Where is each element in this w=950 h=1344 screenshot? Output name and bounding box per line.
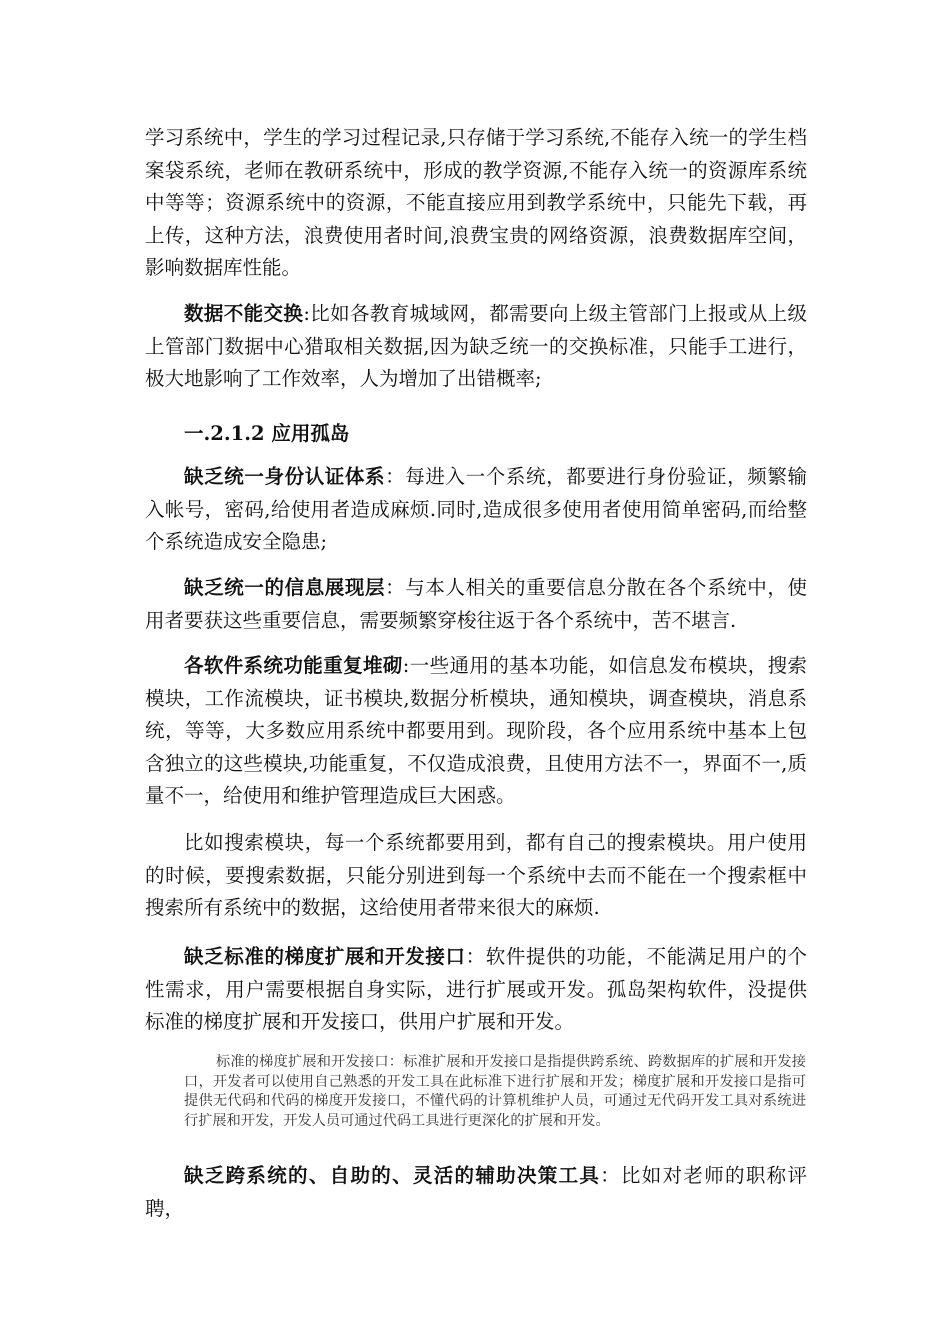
paragraph-search-example	[145, 827, 807, 925]
paragraph-term: 缺乏统一的信息展现层	[184, 576, 386, 599]
paragraph-identity-auth	[145, 461, 807, 559]
paragraph-extension-interface	[145, 941, 807, 1039]
paragraph-text: 比如搜索模块，每一个系统都要用到，都有自己的搜索模块。用户使用的时候，要搜索数据，只能分别进到每一个系统中去而不能在一个搜索框中搜索所有系统中的数据，这给使用者带来很大的麻烦.	[145, 831, 807, 920]
paragraph-data-storage	[145, 122, 807, 285]
paragraph-info-presentation	[145, 572, 807, 637]
paragraph-term: 缺乏标准的梯度扩展和开发接口	[184, 945, 466, 968]
paragraph-text: ：软件提供的功能，不能满足用户的个性需求，用户需要根据自身实际，进行扩展或开发。孤岛架构软件，没提供标准的梯度扩展和开发接口，供用户扩展和开发。	[145, 945, 807, 1034]
paragraph-text: ：每进入一个系统，都要进行身份验证，频繁输入帐号，密码,给使用者造成麻烦.同时,造成很多使用者使用简单密码,而给整个系统造成安全隐患;	[145, 465, 807, 554]
paragraph-text: :一些通用的基本功能，如信息发布模块，搜索模块，工作流模块，证书模块,数据分析模块，通知模块，调查模块，消息系统，等等，大多数应用系统中都要用到。现阶段，各个应用系统中基本上包含独立的这些模块,功能重复，不仅造成浪费，且使用方法不一，界面不一,质量不一，给使用和维护管理造成巨大困惑。	[145, 654, 807, 808]
paragraph-text: 学习系统中，学生的学习过程记录,只存储于学习系统,不能存入统一的学生档案袋系统，老师在教研系统中，形成的教学资源,不能存入统一的资源库系统中等等；资源系统中的资源，不能直接应用到教学系统中，只能先下载，再上传，这种方法，浪费使用者时间,浪费宝贵的网络资源，浪费数据库空间，影响数据库性能。	[145, 126, 807, 280]
paragraph-term: 缺乏跨系统的、自助的、灵活的辅助决策工具	[184, 1164, 601, 1187]
paragraph-term: 各软件系统功能重复堆砌	[184, 654, 403, 677]
paragraph-decision-tools	[145, 1160, 807, 1225]
paragraph-duplicate-functions	[145, 650, 807, 813]
paragraph-text: ：与本人相关的重要信息分散在各个系统中，使用者要获这些重要信息，需要频繁穿梭往返于各个系统中，苦不堪言.	[145, 576, 807, 632]
paragraph-text: ：比如对老师的职称评聘，	[145, 1164, 807, 1220]
paragraph-term: 缺乏统一身份认证体系	[184, 465, 386, 488]
paragraph-data-exchange	[145, 298, 807, 396]
section-heading: 一.2.1.2 应用孤岛	[184, 422, 350, 445]
paragraph-text: :比如各教育城域网，都需要向上级主管部门上报或从上级上管部门数据中心猎取相关数据,因为缺乏统一的交换标准，只能手工进行，极大地影响了工作效率，人为增加了出错概率;	[145, 302, 807, 391]
note-extension-definition: 标准的梯度扩展和开发接口：标准扩展和开发接口是指提供跨系统、跨数据库的扩展和开发接口，开发者可以使用自己熟悉的开发工具在此标准下进行扩展和开发；梯度扩展和开发接口是指可提供无代码和代码的梯度开发接口，不懂代码的计算机维护人员，可通过无代码开发工具对系统进行扩展和开发，开发人员可通过代码工具进行更深化的扩展和开发。	[184, 1054, 806, 1129]
paragraph-term: 数据不能交换	[184, 302, 304, 325]
